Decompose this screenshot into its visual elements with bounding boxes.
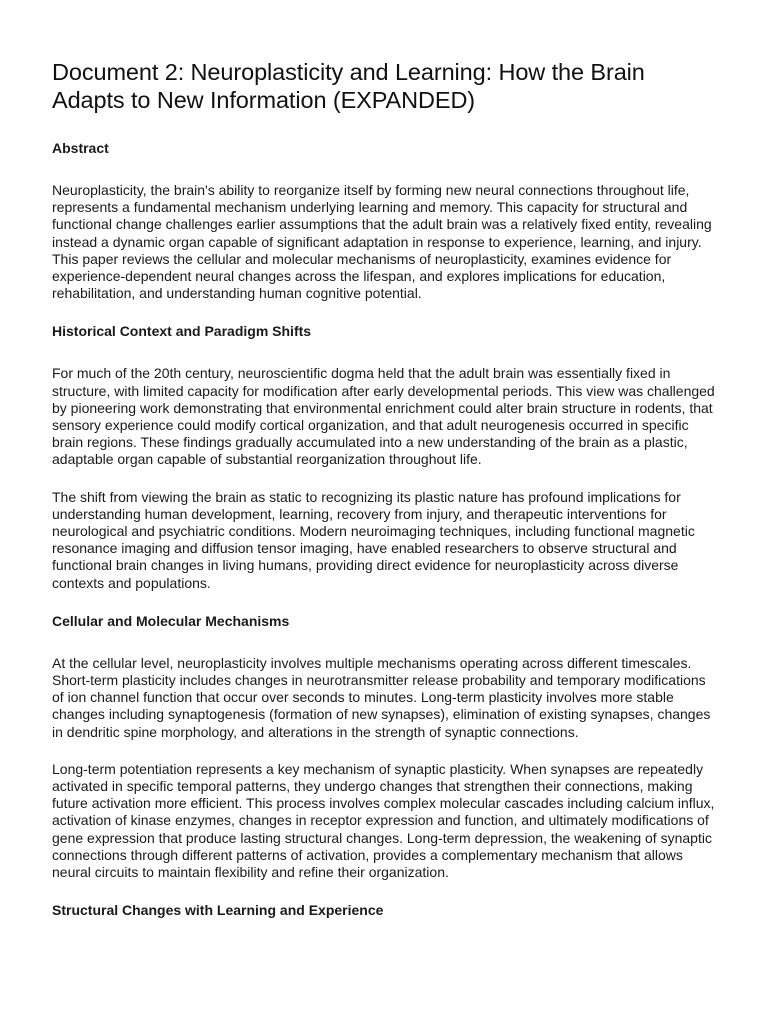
- paragraph: Long-term potentiation represents a key mechanism of synaptic plasticity. When synapses are repeatedly activated in specific temporal patterns, they undergo changes that strengthen their connections, making future activation more efficient. This process involves complex molecular cascades including calcium influx, activation of kinase enzymes, changes in receptor expression and function, and ultimately modifications of gene expression that produce lasting structural changes. Long-term depression, the weakening of synaptic connections through different patterns of activation, provides a complementary mechanism that allows neural circuits to maintain flexibility and refine their organization.: [52, 760, 715, 881]
- section-cellular-mechanisms: [52, 612, 716, 881]
- paragraph: The shift from viewing the brain as static to recognizing its plastic nature has profound implications for understanding human development, learning, recovery from injury, and therapeutic interventions for neurological and psychiatric conditions. Modern neuroimaging techniques, including functional magnetic resonance imaging and diffusion tensor imaging, have enabled researchers to observe structural and functional brain changes in living humans, providing direct evidence for neuroplasticity across diverse contexts and populations.: [52, 488, 695, 591]
- paragraph: At the cellular level, neuroplasticity involves multiple mechanisms operating across different timescales. Short-term plasticity includes changes in neurotransmitter release probability and temporary modifications of ion channel function that occur over seconds to minutes. Long-term plasticity involves more stable changes including synaptogenesis (formation of new synapses), elimination of existing synapses, changes in dendritic spine morphology, and alterations in the strength of synaptic connections.: [52, 654, 711, 740]
- document-title: Document 2: Neuroplasticity and Learning: How the Brain Adapts to New Information (EXPANDED): [52, 59, 645, 113]
- section-heading: Structural Changes with Learning and Experience: [52, 902, 384, 919]
- paragraph: For much of the 20th century, neuroscientific dogma held that the adult brain was essentially fixed in structure, with limited capacity for modification after early developmental periods. This view was challenged by pioneering work demonstrating that environmental enrichment could alter brain structure in rodents, that sensory experience could modify cortical organization, and that adult neurogenesis occurred in specific brain regions. These findings gradually accumulated into a new understanding of the brain as a plastic, adaptable organ capable of substantial reorganization throughout life.: [52, 365, 715, 468]
- paragraph: Neuroplasticity, the brain's ability to reorganize itself by forming new neural connections throughout life, represents a fundamental mechanism underlying learning and memory. This capacity for structural and functional change challenges earlier assumptions that the adult brain was a relatively fixed entity, revealing instead a dynamic organ capable of significant adaptation in response to experience, learning, and injury. This paper reviews the cellular and molecular mechanisms of neuroplasticity, examines evidence for experience-dependent neural changes across the lifespan, and explores implications for education, rehabilitation, and understanding human cognitive potential.: [52, 182, 712, 302]
- section-heading: Abstract: [52, 140, 109, 156]
- section-heading: Cellular and Molecular Mechanisms: [52, 612, 290, 629]
- section-abstract: [52, 139, 716, 302]
- section-historical-context: [52, 322, 716, 591]
- section-structural-changes: [52, 901, 716, 919]
- section-heading: Historical Context and Paradigm Shifts: [52, 323, 312, 340]
